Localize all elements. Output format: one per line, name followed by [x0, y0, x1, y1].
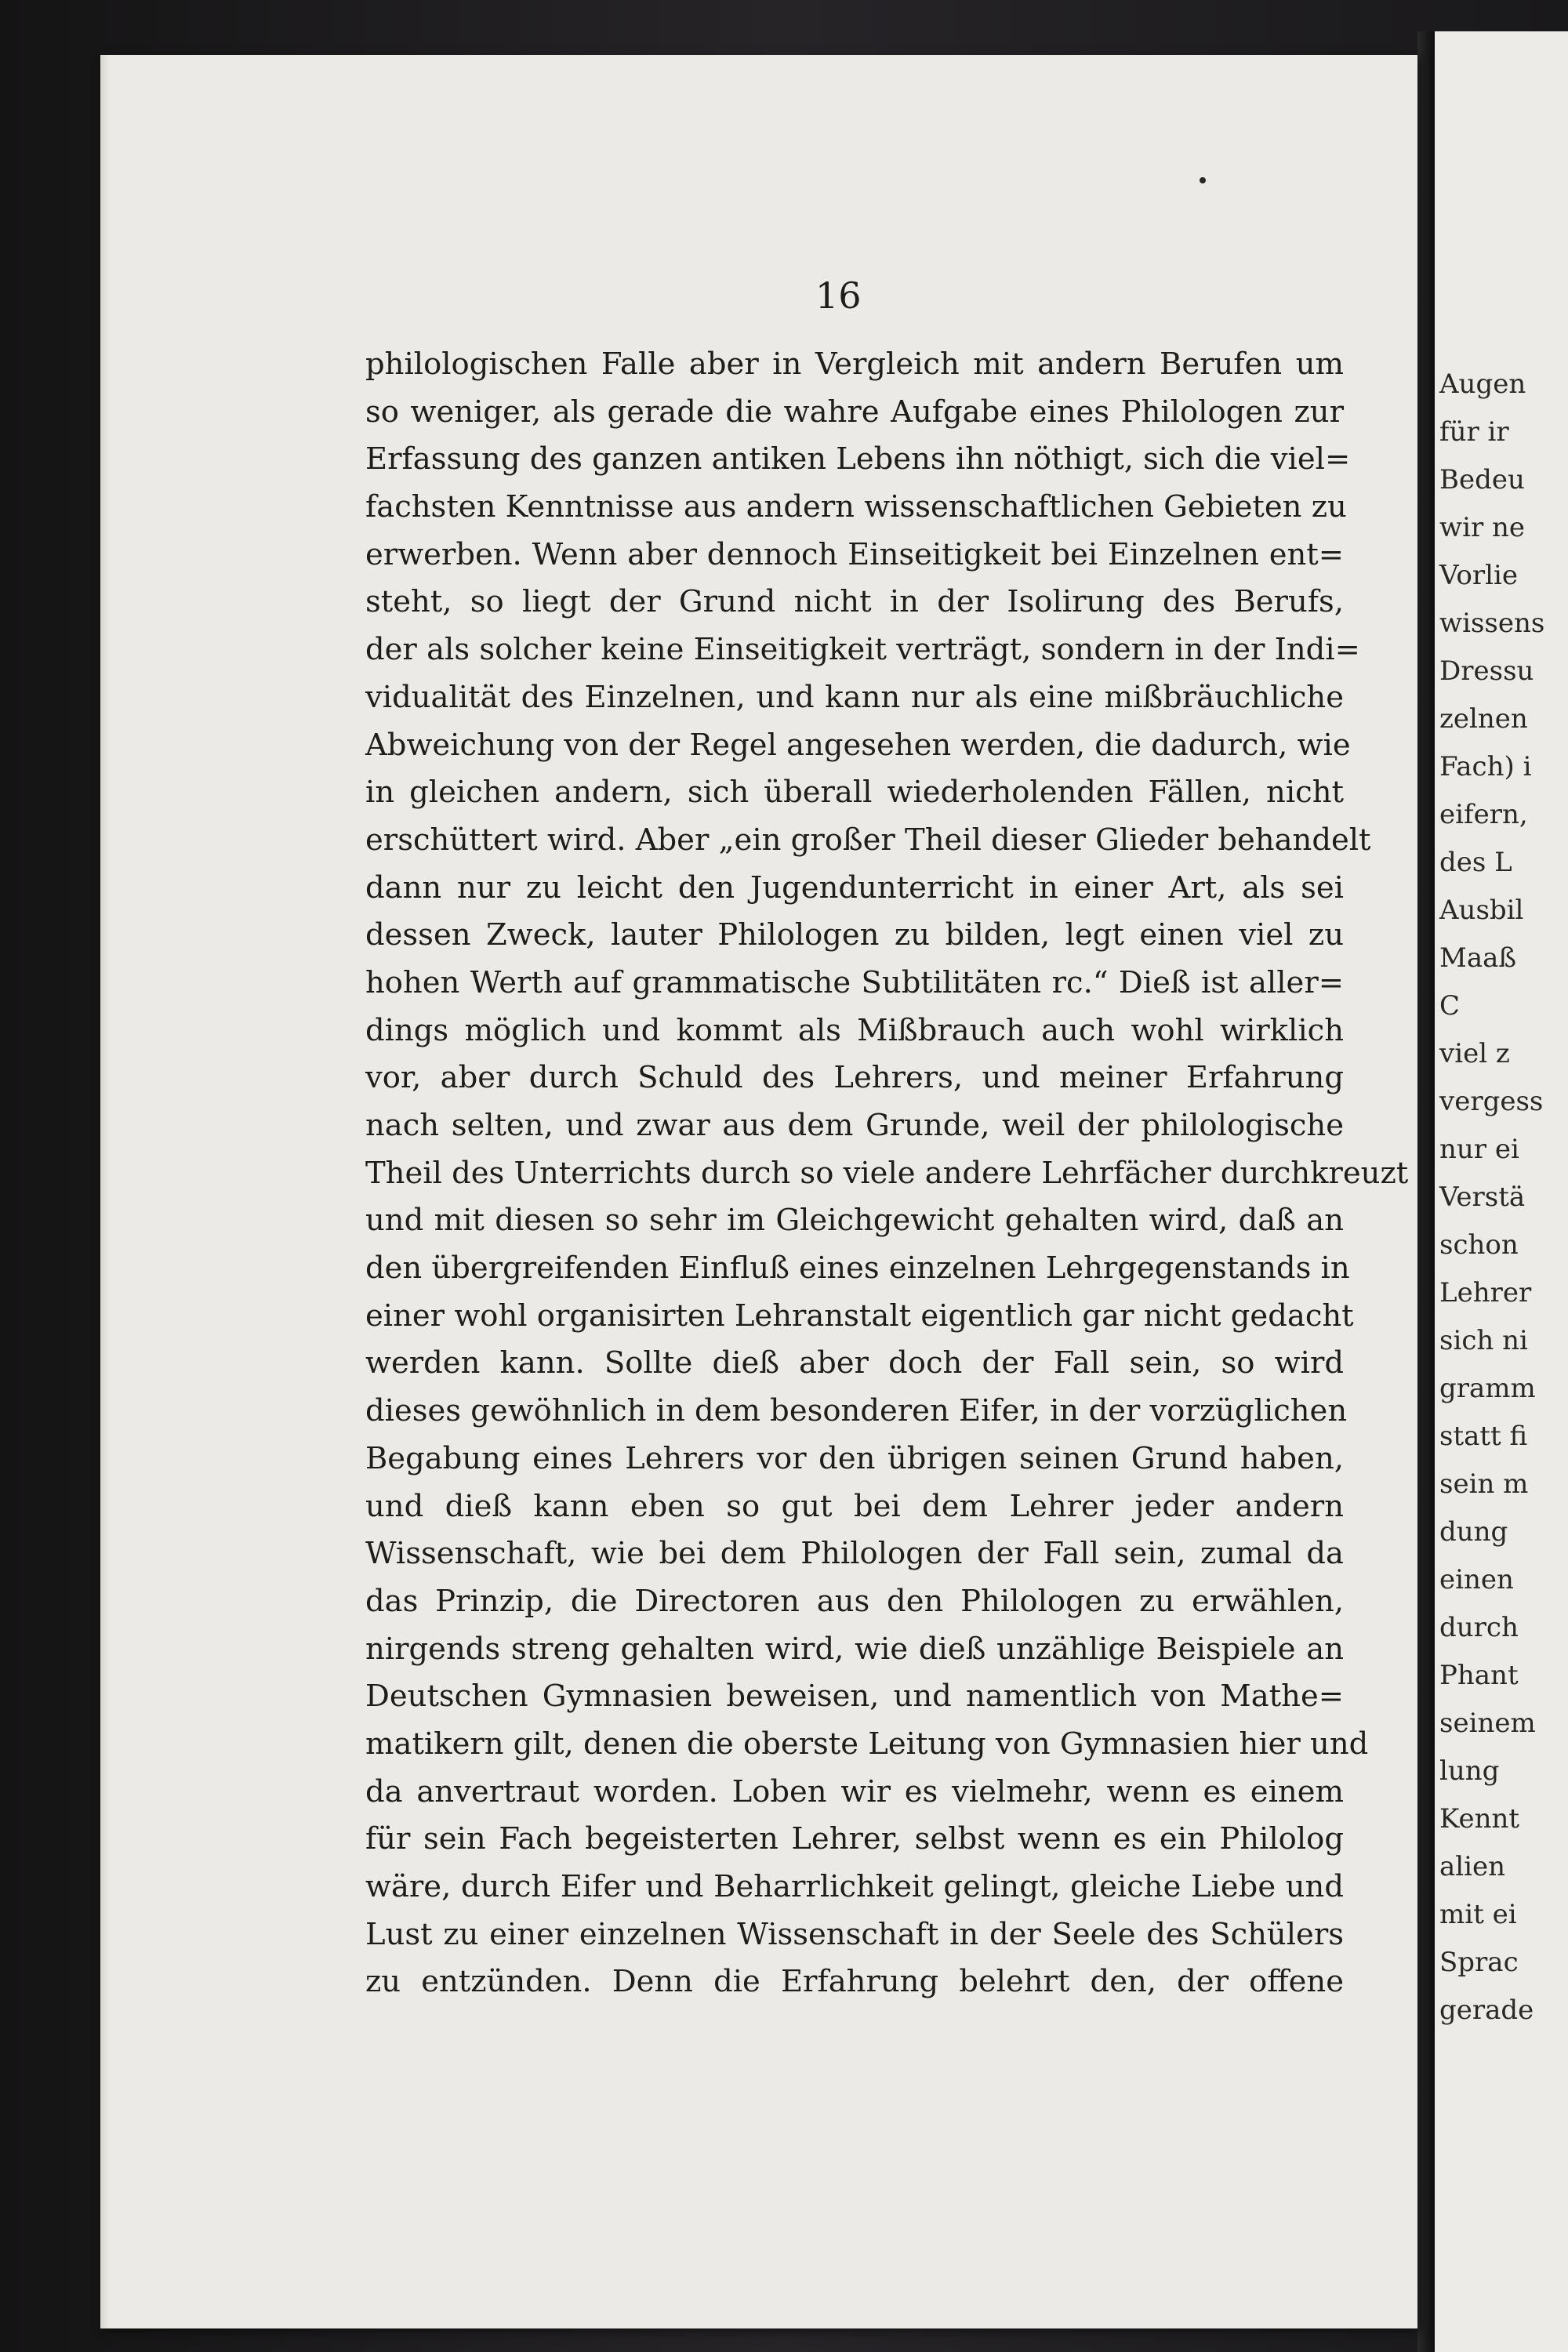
fragment-line: wissens: [1439, 608, 1545, 639]
page-number: 16: [815, 274, 862, 317]
text-line: philologischen Falle aber in Vergleich mit andern Berufen um: [365, 347, 1344, 382]
fragment-line: viel z: [1439, 1038, 1510, 1069]
fragment-line: Sprac: [1439, 1947, 1519, 1978]
text-line: dessen Zweck, lauter Philologen zu bilden, legt einen viel zu: [365, 917, 1344, 953]
text-line: in gleichen andern, sich überall wiederholenden Fällen, nicht: [365, 775, 1344, 811]
text-line: Erfassung des ganzen antiken Lebens ihn nöthigt, sich die viel=: [365, 441, 1351, 477]
text-line: werden kann. Sollte dieß aber doch der Fall sein, so wird: [365, 1345, 1344, 1381]
fragment-line: eifern,: [1439, 799, 1528, 830]
text-line: der als solcher keine Einseitigkeit verträgt, sondern in der Indi=: [365, 632, 1360, 668]
ink-speck: [1200, 177, 1206, 183]
text-line: erschüttert wird. Aber „ein großer Theil dieser Glieder behandelt: [365, 822, 1371, 858]
text-line: Lust zu einer einzelnen Wissenschaft in der Seele des Schülers: [365, 1916, 1344, 1952]
text-line: dieses gewöhnlich in dem besonderen Eifer, in der vorzüglichen: [365, 1393, 1348, 1429]
text-line: Deutschen Gymnasien beweisen, und namentlich von Mathe=: [365, 1679, 1344, 1715]
fragment-line: einen: [1439, 1564, 1514, 1595]
text-line: Abweichung von der Regel angesehen werden, die dadurch, wie: [365, 727, 1351, 763]
text-line: vor, aber durch Schuld des Lehrers, und meiner Erfahrung: [365, 1060, 1344, 1096]
fragment-line: sich ni: [1439, 1325, 1528, 1356]
fragment-line: sein m: [1439, 1468, 1529, 1500]
fragment-line: Ausbil: [1439, 895, 1524, 926]
text-line: fachsten Kenntnisse aus andern wissenschaftlichen Gebieten zu: [365, 489, 1347, 525]
text-line: zu entzünden. Denn die Erfahrung belehrt den, der offene: [365, 1964, 1344, 2000]
fragment-line: dung: [1439, 1516, 1508, 1548]
text-line: und mit diesen so sehr im Gleichgewicht gehalten wird, daß an: [365, 1203, 1344, 1239]
text-line: da anvertraut worden. Loben wir es vielmehr, wenn es einem: [365, 1773, 1344, 1809]
text-line: einer wohl organisirten Lehranstalt eigentlich gar nicht gedacht: [365, 1298, 1354, 1334]
fragment-line: alien: [1439, 1851, 1506, 1882]
fragment-line: Fach) i: [1439, 751, 1532, 782]
fragment-line: gramm: [1439, 1373, 1536, 1404]
text-line: Wissenschaft, wie bei dem Philologen der Fall sein, zumal da: [365, 1536, 1344, 1572]
fragment-line: mit ei: [1439, 1899, 1517, 1930]
fragment-line: Bedeu: [1439, 464, 1525, 495]
book-gutter: [1417, 31, 1435, 2352]
fragment-line: Lehrer: [1439, 1277, 1532, 1308]
page-edge-shadow: [100, 55, 110, 2328]
text-line: Begabung eines Lehrers vor den übrigen seinen Grund haben,: [365, 1440, 1344, 1476]
text-line: matikern gilt, denen die oberste Leitung von Gymnasien hier und: [365, 1726, 1369, 1762]
text-line: steht, so liegt der Grund nicht in der Isolirung des Berufs,: [365, 584, 1344, 620]
text-line: nirgends streng gehalten wird, wie dieß unzählige Beispiele an: [365, 1631, 1344, 1667]
fragment-line: statt fi: [1439, 1421, 1528, 1452]
fragment-line: Vorlie: [1439, 560, 1519, 591]
text-line: für sein Fach begeisterten Lehrer, selbst wenn es ein Philolog: [365, 1821, 1344, 1857]
fragment-line: durch: [1439, 1612, 1519, 1643]
text-line: Theil des Unterrichts durch so viele andere Lehrfächer durchkreuzt: [365, 1155, 1409, 1191]
text-line: nach selten, und zwar aus dem Grunde, weil der philologische: [365, 1108, 1344, 1143]
text-line: wäre, durch Eifer und Beharrlichkeit gelingt, gleiche Liebe und: [365, 1869, 1344, 1904]
text-line: den übergreifenden Einfluß eines einzelnen Lehrgegenstands in: [365, 1250, 1350, 1287]
text-line: das Prinzip, die Directoren aus den Philologen zu erwählen,: [365, 1583, 1344, 1619]
fragment-line: Maaß: [1439, 942, 1517, 974]
fragment-line: Verstä: [1439, 1181, 1526, 1213]
text-line: erwerben. Wenn aber dennoch Einseitigkeit bei Einzelnen ent=: [365, 536, 1344, 572]
fragment-line: Phant: [1439, 1660, 1519, 1691]
page-text-block: [365, 341, 1409, 2006]
fragment-line: zelnen: [1439, 703, 1528, 735]
text-line: so weniger, als gerade die wahre Aufgabe eines Philologen zur: [365, 394, 1344, 430]
text-line: dings möglich und kommt als Mißbrauch auch wohl wirklich: [365, 1012, 1344, 1048]
fragment-line: schon: [1439, 1229, 1519, 1261]
fragment-line: wir ne: [1439, 512, 1526, 543]
fragment-line: seinem: [1439, 1708, 1536, 1739]
fragment-line: gerade: [1439, 1994, 1534, 2026]
text-line: und dieß kann eben so gut bei dem Lehrer jeder andern: [365, 1488, 1344, 1524]
fragment-line: vergess: [1439, 1086, 1544, 1117]
fragment-line: Dressu: [1439, 655, 1534, 687]
text-line: dann nur zu leicht den Jugendunterricht in einer Art, als sei: [365, 869, 1344, 906]
fragment-line: für ir: [1439, 416, 1509, 448]
fragment-line: C: [1439, 990, 1461, 1022]
fragment-line: nur ei: [1439, 1134, 1519, 1165]
fragment-line: des L: [1439, 847, 1512, 878]
text-line: hohen Werth auf grammatische Subtilitäten rc.“ Dieß ist aller=: [365, 964, 1344, 1000]
fragment-line: Augen: [1439, 368, 1526, 400]
fragment-line: Kennt: [1439, 1803, 1520, 1835]
fragment-line: lung: [1439, 1755, 1500, 1787]
text-line: vidualität des Einzelnen, und kann nur als eine mißbräuchliche: [365, 679, 1344, 715]
adjacent-page-fragment: [1435, 31, 1568, 2352]
